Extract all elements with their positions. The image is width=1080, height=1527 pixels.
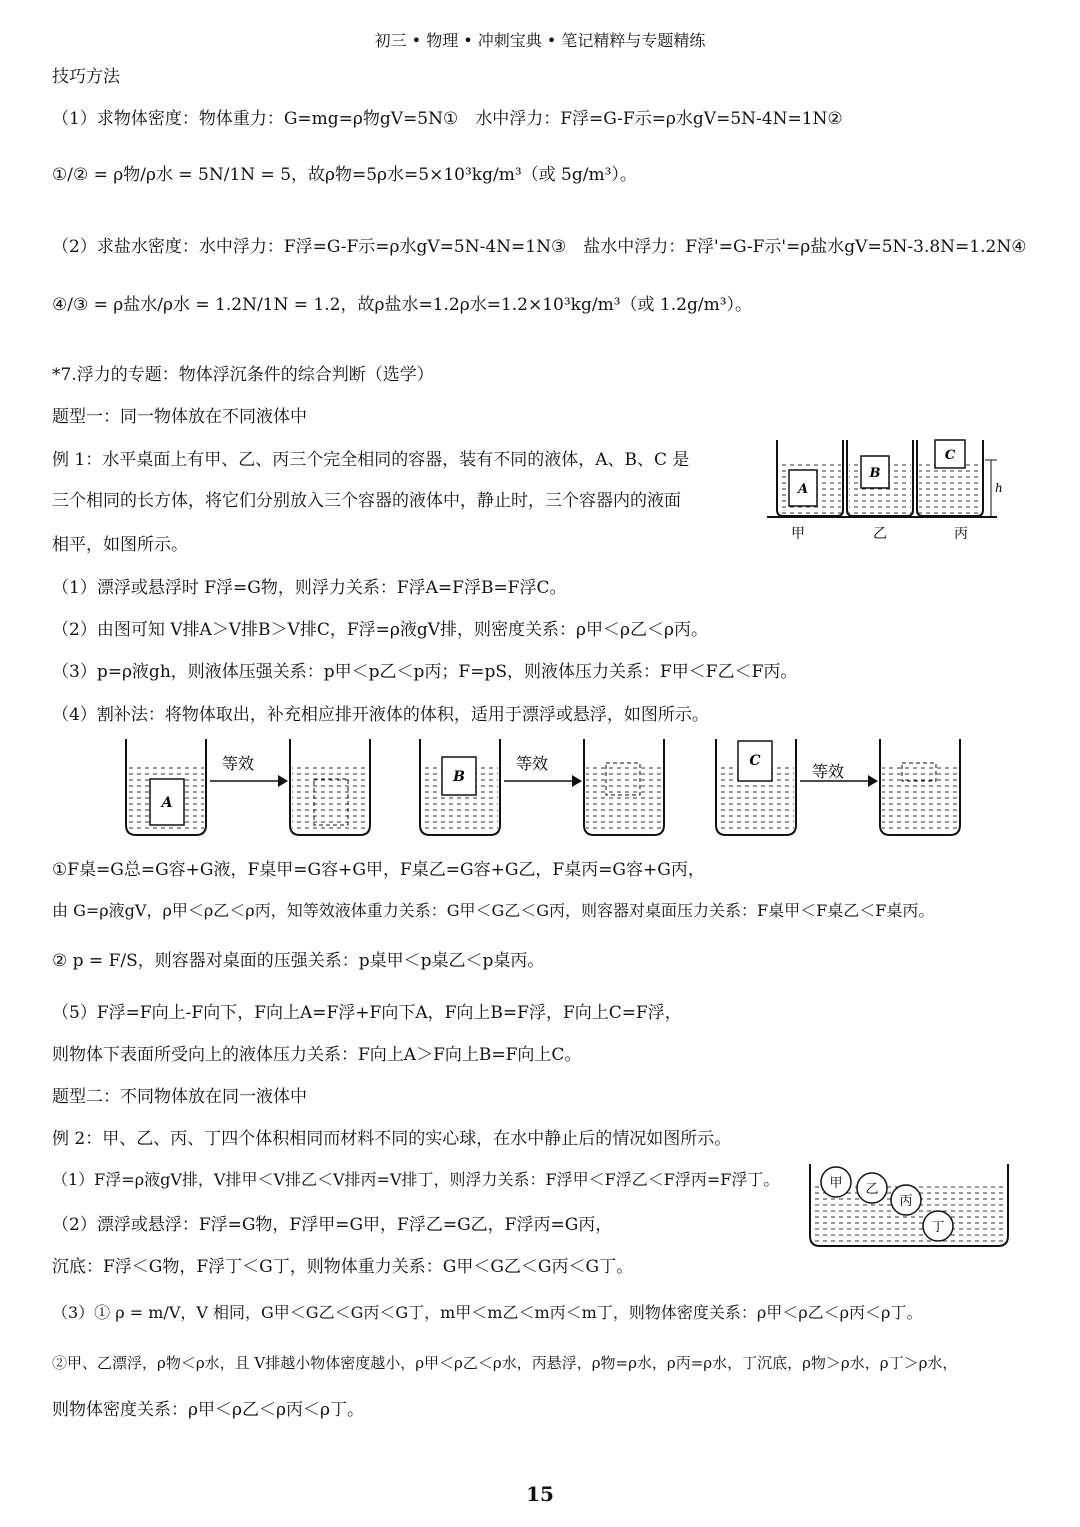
- figure-three-containers: [765, 432, 1015, 544]
- ball-jia-label: 甲: [829, 1176, 843, 1191]
- text-line: （5）F浮=F向上-F向下，F向上A=F浮+F向下A，F向上B=F浮，F向上C=F浮，: [52, 1003, 682, 1023]
- ball-yi-label: 乙: [865, 1182, 879, 1197]
- text-line: 由 G=ρ液gV，ρ甲＜ρ乙＜ρ丙，知等效液体重力关系：G甲＜G乙＜G丙，则容器对桌面压力关系：F桌甲＜F桌乙＜F桌丙。: [52, 901, 935, 920]
- text-line: 三个相同的长方体，将它们分别放入三个容器的液体中，静止时，三个容器内的液面: [52, 491, 681, 511]
- container-label-bing: 丙: [954, 526, 968, 542]
- ball-bing-label: 丙: [899, 1194, 913, 1209]
- pair-a-block-label: A: [161, 795, 173, 811]
- text-line: 例 2：甲、乙、丙、丁四个体积相同而材料不同的实心球，在水中静止后的情况如图所示。: [52, 1129, 732, 1149]
- pair-b: [420, 739, 664, 835]
- figure-four-balls: [806, 1160, 1012, 1250]
- pair-c-block-label: C: [749, 753, 761, 769]
- text-line: （4）割补法：将物体取出，补充相应排开液体的体积，适用于漂浮或悬浮，如图所示。: [52, 705, 709, 725]
- text-line: （1）F浮=ρ液gV排，V排甲＜V排乙＜V排丙=V排丁，则浮力关系：F浮甲＜F浮乙＜F浮丙=F浮丁。: [52, 1170, 780, 1189]
- block-a-label: A: [797, 482, 809, 497]
- container-label-yi: 乙: [873, 526, 887, 542]
- pair-b-arrow-label: 等效: [515, 754, 549, 773]
- section-heading: *7.浮力的专题：物体浮沉条件的综合判断（选学）: [52, 365, 434, 385]
- pair-b-block-label: B: [453, 769, 465, 785]
- page-header: 初三 • 物理 • 冲刺宝典 • 笔记精粹与专题精练: [374, 31, 706, 50]
- text-line: ①F桌=G总=G容+G液，F桌甲=G容+G甲，F桌乙=G容+G乙，F桌丙=G容+G丙，: [52, 860, 705, 880]
- block-b-label: B: [869, 466, 881, 481]
- text-line: （2）求盐水密度：水中浮力：F浮=G-F示=ρ水gV=5N-4N=1N③ 盐水中浮力：F浮'=G-F示'=ρ盐水gV=5N-3.8N=1.2N④: [52, 237, 1027, 257]
- container-label-jia: 甲: [791, 526, 805, 542]
- text-line: 沉底：F浮＜G物，F浮丁＜G丁，则物体重力关系：G甲＜G乙＜G丙＜G丁。: [52, 1257, 634, 1277]
- ball-ding-label: 丁: [931, 1220, 945, 1235]
- text-line: ②甲、乙漂浮，ρ物＜ρ水，且 V排越小物体密度越小，ρ甲＜ρ乙＜ρ水，丙悬浮，ρ物=ρ水，ρ丙=ρ水，丁沉底，ρ物＞ρ水，ρ丁＞ρ水，: [52, 1354, 958, 1372]
- text-line: 例 1：水平桌面上有甲、乙、丙三个完全相同的容器，装有不同的液体，A、B、C 是: [52, 450, 690, 470]
- text-line: （2）漂浮或悬浮：F浮=G物，F浮甲=G甲，F浮乙=G乙，F浮丙=G丙，: [52, 1215, 613, 1235]
- text-line: （1）漂浮或悬浮时 F浮=G物，则浮力关系：F浮A=F浮B=F浮C。: [52, 578, 567, 598]
- block-c-label: C: [944, 448, 956, 463]
- pair-a: [126, 739, 370, 835]
- text-line: （3）① ρ = m/V，V 相同，G甲＜G乙＜G丙＜G丁，m甲＜m乙＜m丙＜m丁，则物体密度关系：ρ甲＜ρ乙＜ρ丙＜ρ丁。: [52, 1303, 923, 1322]
- text-line: （2）由图可知 V排A＞V排B＞V排C，F浮=ρ液gV排，则密度关系：ρ甲＜ρ乙＜ρ丙。: [52, 620, 709, 640]
- text-line: ①/② = ρ物/ρ水 = 5N/1N = 5，故ρ物=5ρ水=5×10³kg/m³（或 5g/m³）。: [52, 165, 637, 185]
- subheading: 题型一：同一物体放在不同液体中: [52, 407, 307, 427]
- text-line: ④/③ = ρ盐水/ρ水 = 1.2N/1N = 1.2，故ρ盐水=1.2ρ水=1.2×10³kg/m³（或 1.2g/m³）。: [52, 295, 753, 315]
- text-line: （3）p=ρ液gh，则液体压强关系：p甲＜p乙＜p丙；F=pS，则液体压力关系：F甲＜F乙＜F丙。: [52, 662, 798, 682]
- text-line: 则物体下表面所受向上的液体压力关系：F向上A＞F向上B=F向上C。: [52, 1045, 582, 1065]
- figure-equivalence: [120, 735, 970, 840]
- text-line: 相平，如图所示。: [52, 535, 188, 555]
- text-line: （1）求物体密度：物体重力：G=mg=ρ物gV=5N① 水中浮力：F浮=G-F示=ρ水gV=5N-4N=1N②: [52, 109, 843, 129]
- page-number: 15: [526, 1482, 554, 1506]
- pair-a-arrow-label: 等效: [221, 754, 255, 773]
- section-heading: 技巧方法: [52, 67, 120, 87]
- pair-c: [716, 739, 960, 835]
- subheading: 题型二：不同物体放在同一液体中: [52, 1087, 307, 1107]
- height-label: h: [995, 481, 1003, 495]
- text-line: ② p = F/S，则容器对桌面的压强关系：p桌甲＜p桌乙＜p桌丙。: [52, 951, 545, 971]
- text-line: 则物体密度关系：ρ甲＜ρ乙＜ρ丙＜ρ丁。: [52, 1400, 364, 1420]
- pair-c-arrow-label: 等效: [811, 762, 845, 781]
